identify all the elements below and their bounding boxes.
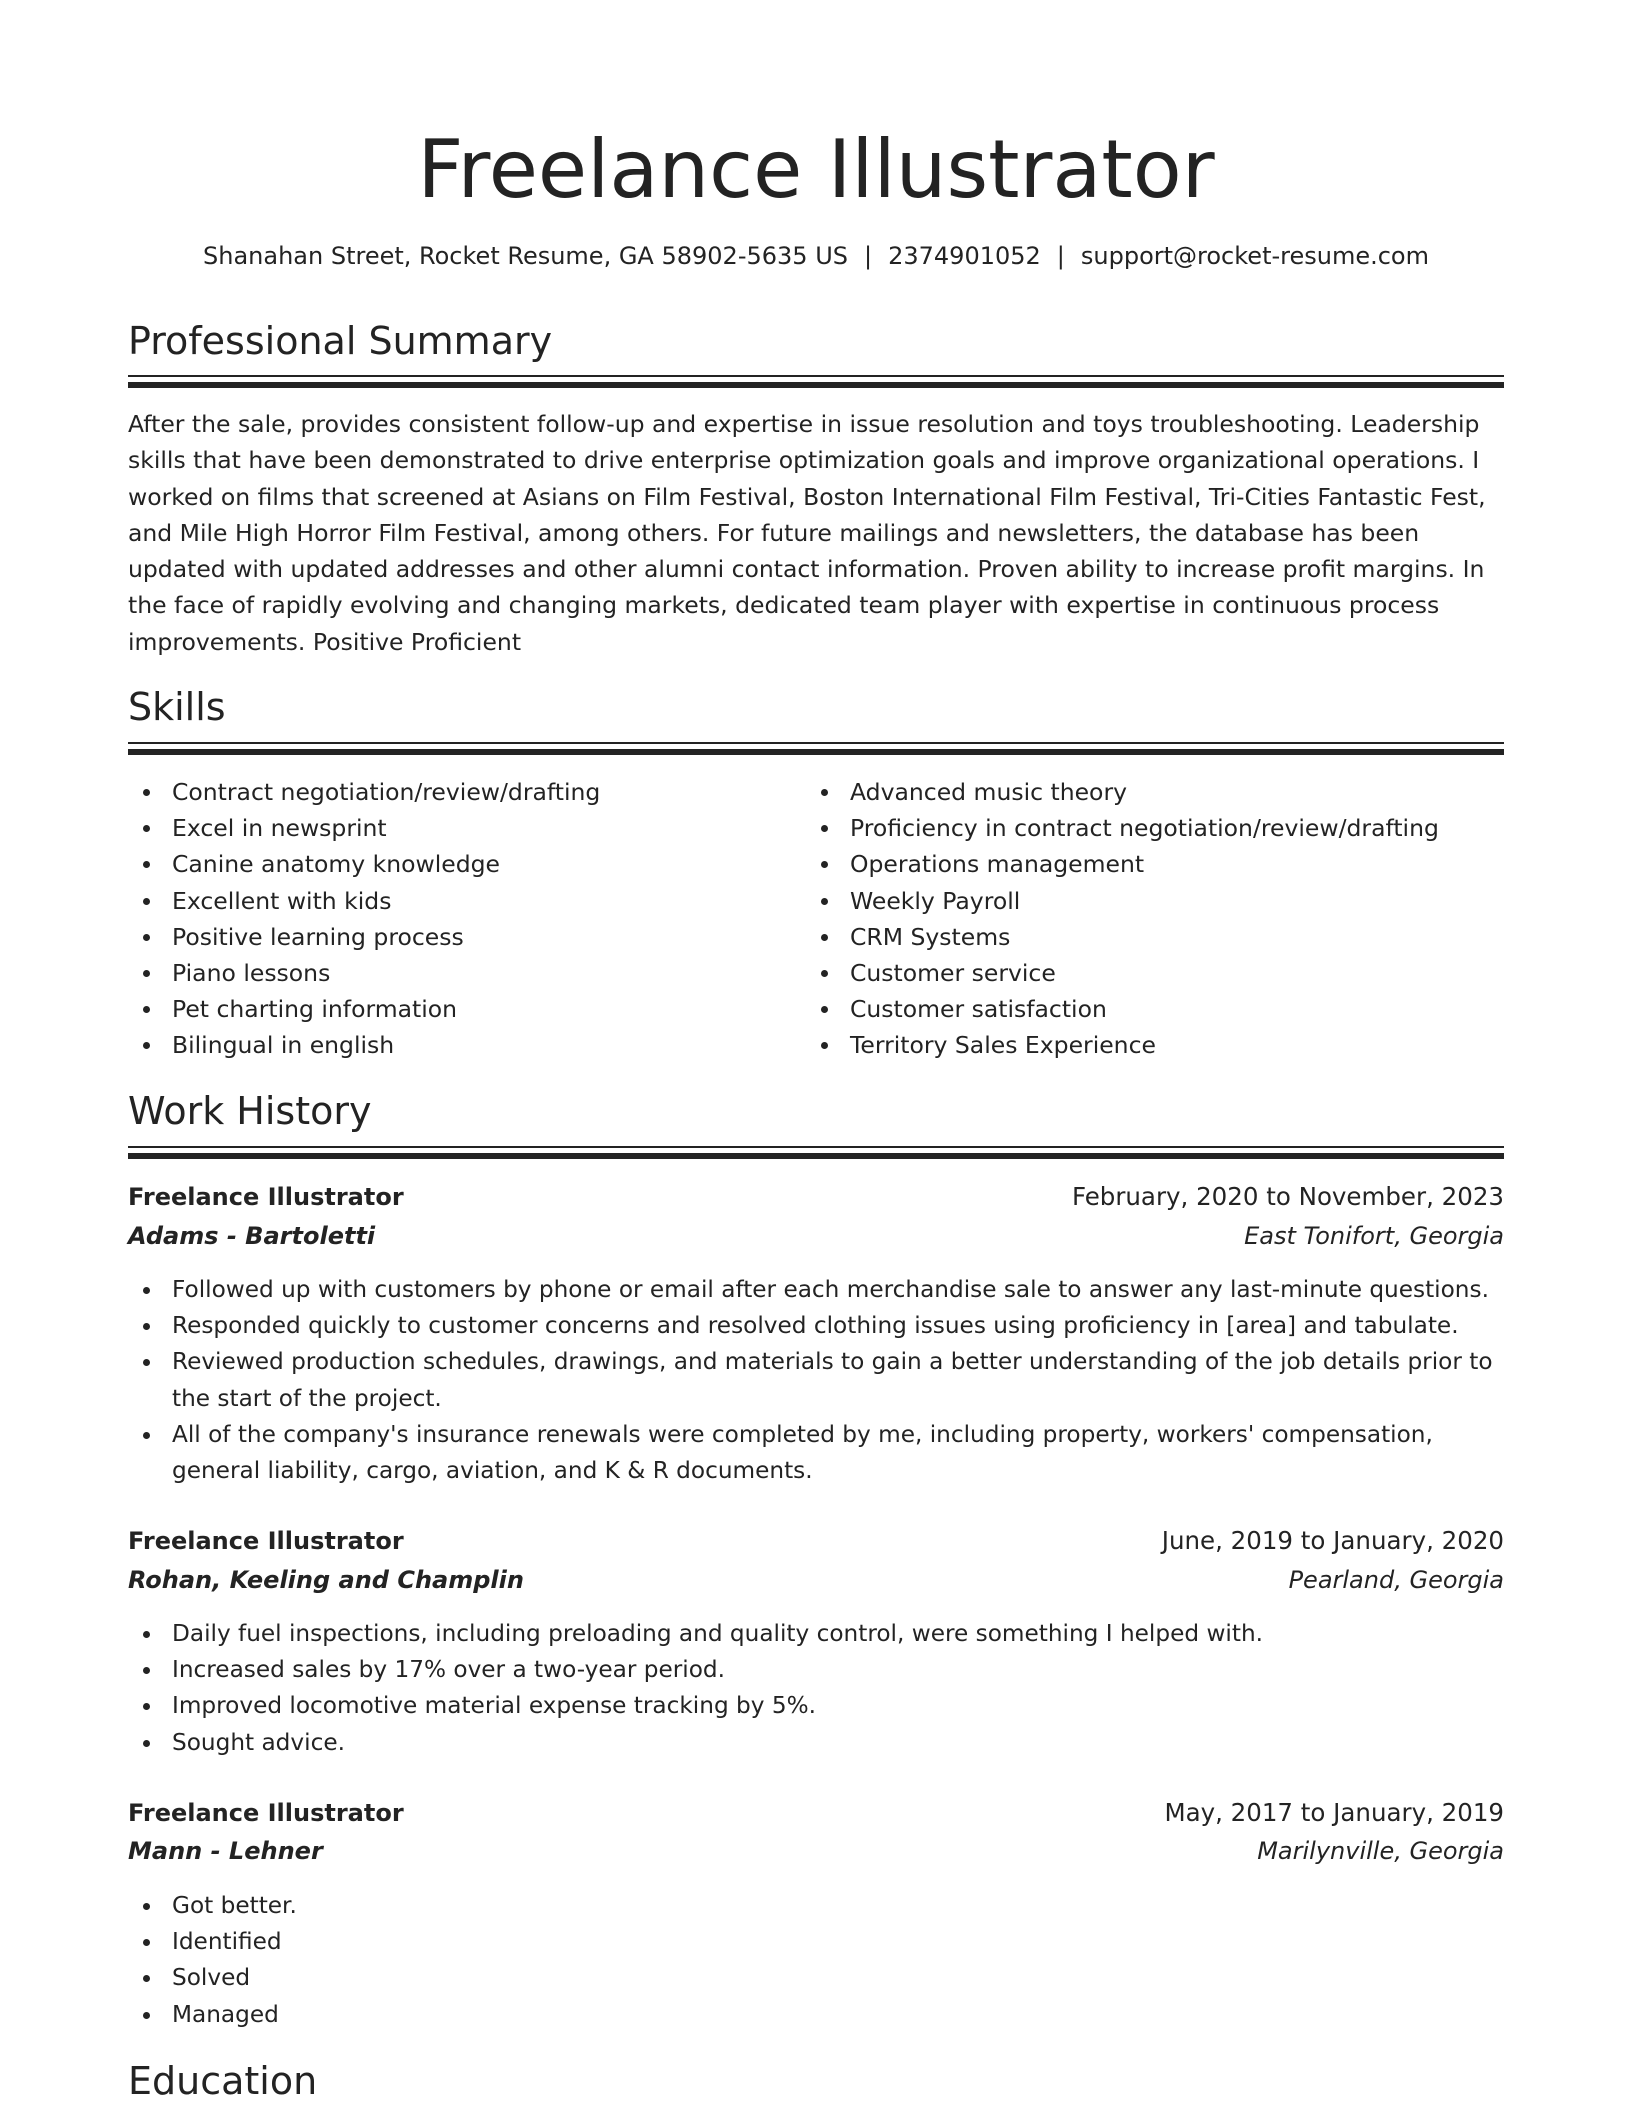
job-bullet-list [128,1888,1504,2033]
list-item: Weekly Payroll [806,883,1446,919]
section-divider [128,1146,1504,1158]
summary-text: After the sale, provides consistent follow-up and expertise in issue resolution and toys troubleshooting. Leadership skills that have been demonstrated to drive enterprise optimization goals and improve organizational operations. I worked on films that screened at Asians on Film Festival, Boston International Film Festival, Tri-Cities Fantastic Fest, and Mile High Horror Film Festival, among others. For future mailings and newsletters, the database has been updated with updated addresses and other alumni contact information. Proven ability to increase profit margins. In the face of rapidly evolving and changing markets, dedicated team player with expertise in continuous process improvements. Positive Proficient [128,410,1486,656]
job-dates: May, 2017 to January, 2019 [1164,1798,1504,1827]
skills-heading: Skills [128,685,226,729]
job-location: East Tonifort, Georgia [1244,1222,1504,1250]
list-item: Got better. [128,1888,1504,1924]
contact-line [128,238,1504,274]
phone-text: 2374901052 [888,242,1041,270]
resume-name: Freelance Illustrator [417,123,1215,216]
list-item: Piano lessons [128,955,768,991]
job-title: Freelance Illustrator [128,1527,404,1555]
list-item: Contract negotiation/review/drafting [128,774,768,810]
section-divider [128,375,1504,387]
address-text: Shanahan Street, Rocket Resume, GA 58902-5635 US [203,242,848,270]
skills-column-right [806,774,1446,1064]
job-bullet-list [128,1616,1504,1761]
skills-column-left [128,774,768,1064]
list-item: Customer service [806,955,1446,991]
list-item: Excel in newsprint [128,810,768,846]
list-item: Customer satisfaction [806,991,1446,1027]
list-item: Reviewed production schedules, drawings, and materials to gain a better understanding of the job details prior to the start of the project. [128,1344,1504,1416]
summary-heading: Professional Summary [128,319,553,363]
job-responsibilities [128,1272,1504,1489]
list-item: All of the company's insurance renewals were completed by me, including property, workers' compensation, general liability, cargo, aviation, and K & R documents. [128,1417,1504,1489]
skills-list [128,774,768,1064]
list-item: Positive learning process [128,919,768,955]
job-location: Pearland, Georgia [1288,1566,1504,1594]
list-item: Solved [128,1960,1504,1996]
contact-separator: | [1056,242,1065,270]
email-text: support@rocket-resume.com [1080,242,1429,270]
list-item: Territory Sales Experience [806,1027,1446,1063]
job-title: Freelance Illustrator [128,1183,404,1211]
skills-list [806,774,1446,1064]
list-item: Managed [128,1997,1504,2033]
job-responsibilities [128,1616,1504,1761]
job-responsibilities [128,1888,1504,2033]
job-dates: June, 2019 to January, 2020 [1161,1526,1504,1555]
list-item: Sought advice. [128,1725,1504,1761]
job-company: Adams - Bartoletti [128,1222,376,1250]
section-divider [128,742,1504,754]
work-history-heading: Work History [128,1089,372,1133]
list-item: CRM Systems [806,919,1446,955]
contact-separator: | [864,242,873,270]
list-item: Responded quickly to customer concerns and resolved clothing issues using proficiency in [area] and tabulate. [128,1308,1504,1344]
education-heading: Education [128,2059,318,2103]
list-item: Advanced music theory [806,774,1446,810]
list-item: Identified [128,1924,1504,1960]
list-item: Improved locomotive material expense tracking by 5%. [128,1688,1504,1724]
job-company: Mann - Lehner [128,1837,323,1865]
job-location: Marilynville, Georgia [1257,1837,1504,1865]
list-item: Pet charting information [128,991,768,1027]
job-dates: February, 2020 to November, 2023 [1071,1182,1504,1211]
job-company: Rohan, Keeling and Champlin [128,1566,524,1594]
job-title: Freelance Illustrator [128,1799,404,1827]
list-item: Canine anatomy knowledge [128,846,768,882]
list-item: Operations management [806,846,1446,882]
job-bullet-list [128,1272,1504,1489]
list-item: Proficiency in contract negotiation/review/drafting [806,810,1446,846]
list-item: Followed up with customers by phone or email after each merchandise sale to answer any last-minute questions. [128,1272,1504,1308]
list-item: Excellent with kids [128,883,768,919]
list-item: Bilingual in english [128,1027,768,1063]
list-item: Daily fuel inspections, including preloading and quality control, were something I helped with. [128,1616,1504,1652]
list-item: Increased sales by 17% over a two-year period. [128,1652,1504,1688]
